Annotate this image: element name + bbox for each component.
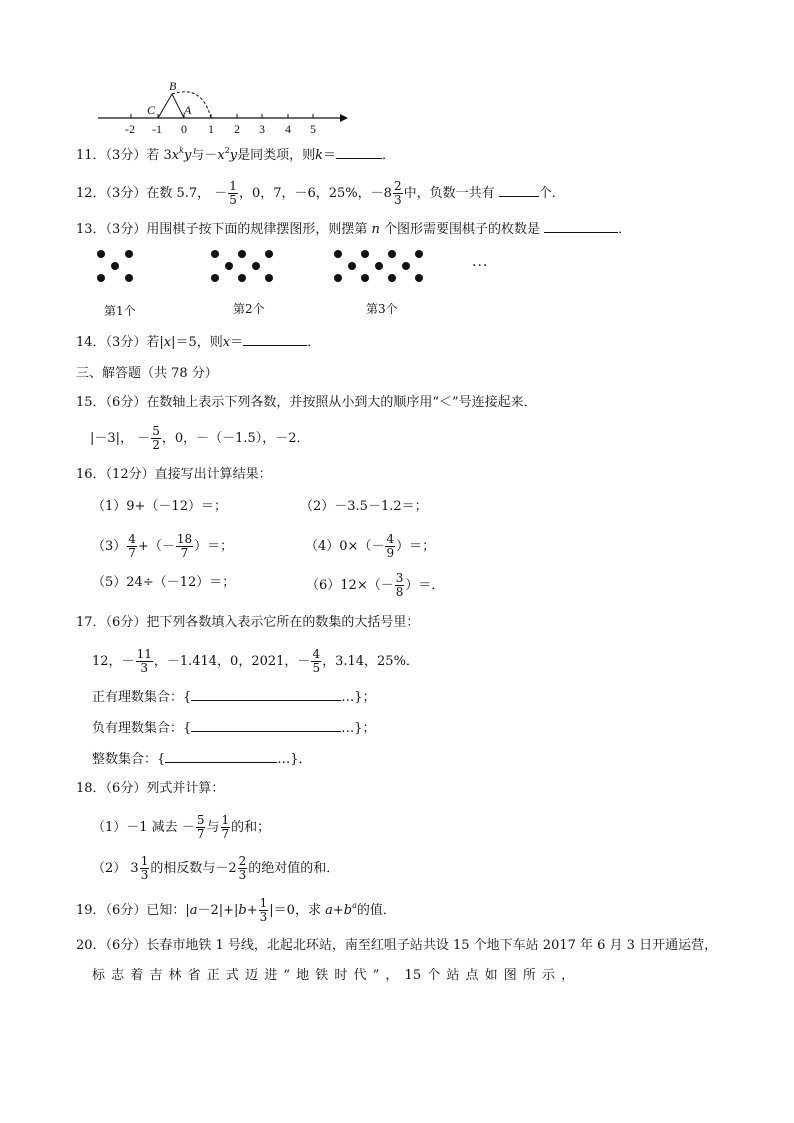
question-18-part-1: （1）－1 减去 － $\frac{5}{7}$ 与 $\frac{1}{7}$ 的和； bbox=[92, 813, 271, 841]
fraction: $\frac{5}{2}$ bbox=[152, 424, 160, 452]
pattern-ellipsis: ··· bbox=[472, 258, 489, 274]
fraction: $\frac{11}{3}$ bbox=[136, 647, 152, 675]
positive-rational-set: 正有理数集合：{ …}； bbox=[92, 690, 376, 705]
question-19: 19．（6分）已知：|a－2|+|b+ $\frac{1}{3}$ |＝0，求 $a+b^a$的值． bbox=[76, 896, 396, 924]
question-17-numbers: 12，－ $\frac{11}{3}$ ，－1.414，0，2021，－ $\frac{4}{5}$ ，3.14，25%． bbox=[92, 647, 419, 675]
answer-blank[interactable] bbox=[499, 184, 539, 197]
tick-label: -1 bbox=[152, 122, 162, 136]
question-16-part-3: （3） $\frac{4}{7}$ +（－ $\frac{18}{7}$ ）＝； bbox=[92, 532, 234, 560]
question-18: 18．（6分）列式并计算： bbox=[76, 781, 225, 796]
number-line-arrow bbox=[340, 114, 348, 122]
tick-label: 4 bbox=[285, 122, 291, 136]
question-13: 13．（3分）用围棋子按下面的规律摆图形，则摆第 n 个图形需要围棋子的枚数是 ． bbox=[76, 222, 632, 237]
question-16-part-6: （6）12×（－ $\frac{3}{8}$ ）＝． bbox=[306, 571, 445, 599]
tick-label: 0 bbox=[181, 122, 187, 136]
answer-blank[interactable] bbox=[544, 220, 618, 233]
fraction: $\frac{1}{7}$ bbox=[221, 813, 230, 841]
pattern-label-3: 第3个 bbox=[366, 302, 398, 316]
question-20: 20．（6分）长春市地铁 1 号线，北起北环站，南至红咀子站共设 15 个地下车站 2017 年 6 月 3 日开通运营， bbox=[76, 938, 718, 953]
tick-label: 3 bbox=[259, 122, 265, 136]
fraction: $\frac{1}{3}$ bbox=[259, 896, 268, 924]
point-c-label: C bbox=[147, 103, 156, 117]
fraction: $\frac{3}{8}$ bbox=[395, 571, 404, 599]
pattern-label-1: 第1个 bbox=[104, 304, 136, 318]
tick-label: 1 bbox=[208, 122, 214, 136]
question-16-part-5: （5）24÷（－12）＝； bbox=[92, 575, 236, 590]
question-16: 16．（12分）直接写出计算结果： bbox=[76, 467, 272, 482]
question-15: 15．（6分）在数轴上表示下列各数，并按照从小到大的顺序用“＜”号连接起来． bbox=[76, 395, 537, 410]
question-16-part-1: （1）9+（－12）＝； bbox=[92, 499, 227, 514]
question-12: 12．（3分）在数 5.7， － $\frac{1}{5}$ ，0，7，－6，25%，－8 $\frac{2}{3}$ 中，负数一共有 个． bbox=[76, 179, 565, 207]
number-line-figure bbox=[92, 76, 352, 138]
negative-rational-set: 负有理数集合：{ …}； bbox=[92, 721, 376, 736]
tick-label: 5 bbox=[310, 122, 316, 136]
question-17: 17．（6分）把下列各数填入表示它所在的数集的大括号里： bbox=[76, 615, 420, 630]
fraction: $\frac{1}{3}$ bbox=[140, 854, 149, 882]
fraction: $\frac{4}{5}$ bbox=[312, 647, 321, 675]
tick-label: -2 bbox=[125, 122, 135, 136]
point-b-label: B bbox=[169, 79, 177, 93]
answer-blank[interactable] bbox=[191, 688, 341, 701]
pattern-label-2: 第2个 bbox=[233, 302, 265, 316]
section-heading: 三、解答题（共 78 分） bbox=[76, 366, 218, 381]
question-14: 14．（3分）若|x|＝5，则x＝ ． bbox=[76, 335, 321, 350]
answer-blank[interactable] bbox=[243, 333, 307, 346]
triangle-cab bbox=[158, 94, 184, 118]
question-20-line-2: 标 志 着 吉 林 省 正 式 迈 进 “ 地 铁 时 代 ” ， 15 个 站 点 如 图 所 示 ， bbox=[92, 968, 575, 983]
fraction: $\frac{4}{9}$ bbox=[386, 532, 395, 560]
fraction: $\frac{5}{7}$ bbox=[196, 813, 205, 841]
integer-set: 整数集合：{ …}． bbox=[92, 752, 312, 767]
fraction: $\frac{18}{7}$ bbox=[176, 532, 193, 560]
fraction: $\frac{4}{7}$ bbox=[128, 532, 136, 560]
question-16-part-4: （4）0×（－ $\frac{4}{9}$ ）＝； bbox=[305, 532, 436, 560]
answer-blank[interactable] bbox=[165, 750, 277, 763]
fraction: $\frac{2}{3}$ bbox=[238, 854, 247, 882]
question-16-part-2: （2）－3.5－1.2＝； bbox=[300, 499, 428, 514]
tick-label: 2 bbox=[234, 122, 240, 136]
fraction: $\frac{1}{5}$ bbox=[229, 179, 237, 207]
point-a-label: A bbox=[184, 103, 192, 117]
question-18-part-2: （2） 3 $\frac{1}{3}$ 的相反数与－2 $\frac{2}{3}$ 的绝对值的和． bbox=[92, 854, 340, 882]
question-11: 11．（3分）若 $3x^ky$与$-x^2y$是同类项，则k＝ ． bbox=[76, 146, 396, 163]
fraction: $\frac{2}{3}$ bbox=[393, 179, 402, 207]
question-15-numbers: |－3|， － $\frac{5}{2}$ ，0，－（－1.5），－2． bbox=[90, 424, 310, 452]
answer-blank[interactable] bbox=[191, 719, 341, 732]
answer-blank[interactable] bbox=[336, 146, 382, 159]
